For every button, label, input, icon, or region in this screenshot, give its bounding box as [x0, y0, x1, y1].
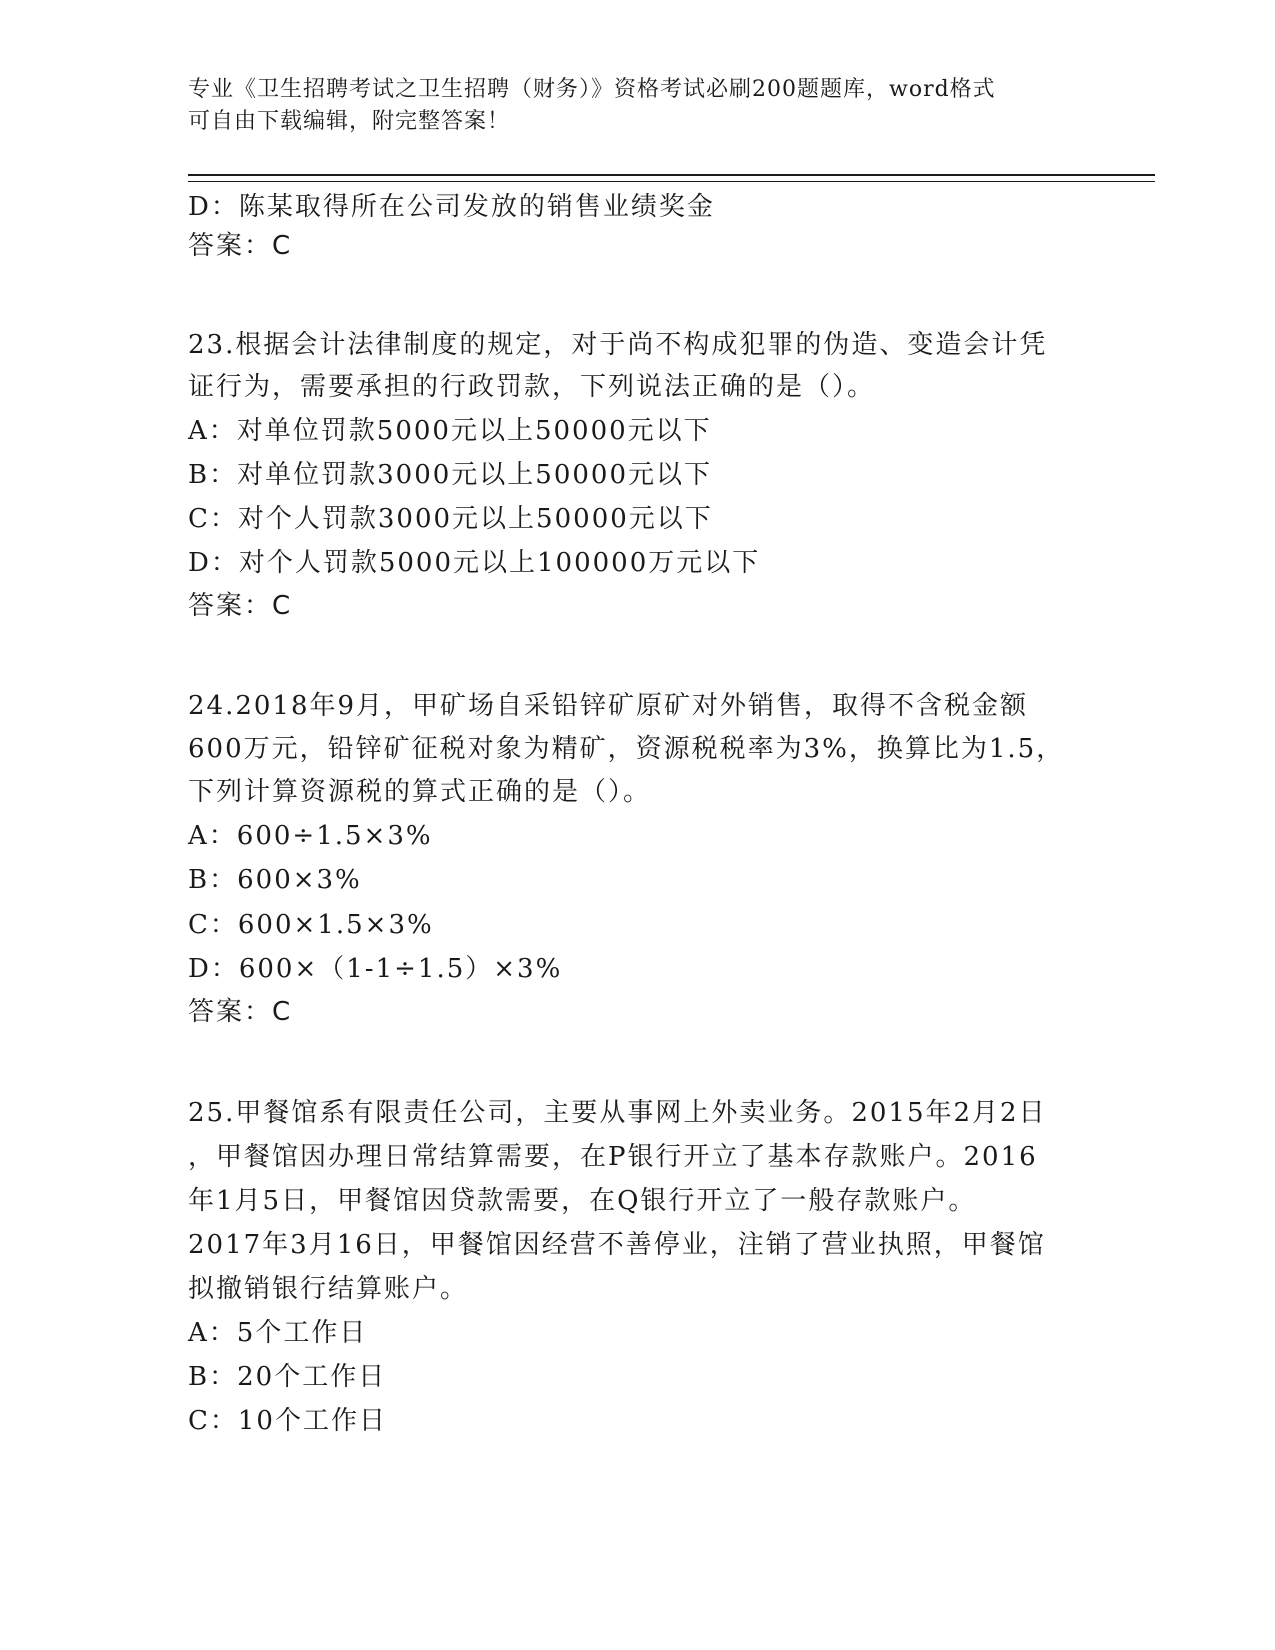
q23-answer: 答案：C	[188, 591, 293, 621]
q25-option-b: B：20个工作日	[188, 1362, 387, 1392]
q23-stem-line-2: 证行为，需要承担的行政罚款，下列说法正确的是（）。	[188, 372, 876, 402]
q25-stem-line-1: 25.甲餐馆系有限责任公司，主要从事网上外卖业务。2015年2月2日	[188, 1098, 1047, 1128]
header-title-line-1: 专业《卫生招聘考试之卫生招聘（财务）》资格考试必刷200题题库，word格式	[188, 77, 996, 102]
header-divider-thin	[188, 181, 1155, 182]
q23-option-b: B：对单位罚款3000元以上50000元以下	[188, 460, 712, 490]
q24-stem-line-2: 600万元，铅锌矿征税对象为精矿，资源税税率为3%，换算比为1.5，	[188, 734, 1065, 764]
q24-option-d: D：600×（1-1÷1.5）×3%	[188, 954, 563, 984]
q25-stem-line-5: 拟撤销银行结算账户。	[188, 1274, 469, 1304]
q25-stem-line-2: ，甲餐馆因办理日常结算需要，在P银行开立了基本存款账户。2016	[188, 1142, 1038, 1172]
q25-stem-line-3: 年1月5日，甲餐馆因贷款需要，在Q银行开立了一般存款账户。	[188, 1186, 977, 1216]
q24-answer: 答案：C	[188, 997, 293, 1027]
q23-option-c: C：对个人罚款3000元以上50000元以下	[188, 504, 713, 534]
q24-option-a: A：600÷1.5×3%	[188, 821, 433, 851]
q23-stem-line-1: 23.根据会计法律制度的规定，对于尚不构成犯罪的伪造、变造会计凭	[188, 330, 1048, 360]
q22-answer: 答案：C	[188, 231, 293, 261]
page-header	[188, 74, 1088, 138]
q25-option-a: A：5个工作日	[188, 1318, 368, 1348]
q25-option-c: C：10个工作日	[188, 1406, 387, 1436]
header-title-line-2: 可自由下载编辑，附完整答案！	[188, 109, 511, 134]
q22-option-d: D：陈某取得所在公司发放的销售业绩奖金	[188, 192, 715, 222]
q25-stem-line-4: 2017年3月16日，甲餐馆因经营不善停业，注销了营业执照，甲餐馆	[188, 1230, 1046, 1260]
q23-option-d: D：对个人罚款5000元以上100000万元以下	[188, 548, 761, 578]
q24-option-c: C：600×1.5×3%	[188, 910, 434, 940]
header-divider-thick	[188, 174, 1155, 176]
q23-option-a: A：对单位罚款5000元以上50000元以下	[188, 416, 712, 446]
q24-stem-line-3: 下列计算资源税的算式正确的是（）。	[188, 777, 652, 807]
q24-option-b: B：600×3%	[188, 865, 362, 895]
q24-stem-line-1: 24.2018年9月，甲矿场自采铅锌矿原矿对外销售，取得不含税金额	[188, 691, 1029, 721]
